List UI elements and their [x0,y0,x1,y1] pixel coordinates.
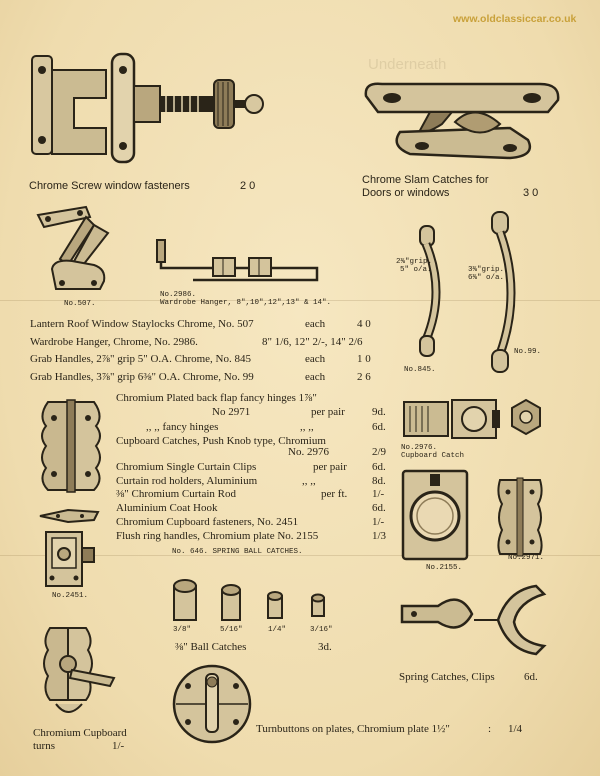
cupboard-fasteners-label: Chromium Cupboard fasteners, No. 2451 [116,516,299,528]
curtain-clips-label: Chromium Single Curtain Clips [116,461,257,473]
handle-845-oa: 5" o/a. [400,266,432,274]
cupboard-catches-price: 2/9 [372,446,387,458]
grab-845-price: 1 0 [357,353,371,365]
ball-size-4: 3/16" [310,626,333,634]
grab-99-unit: each [305,371,326,383]
hinges-unit: per pair [311,406,345,418]
ball-catches-label: ⅜" Ball Catches [175,641,247,653]
flush-ring-illustration [400,468,470,562]
window-fasteners-price: 2 0 [240,180,256,192]
cupboard-turns-line2: turns [33,740,55,752]
hinges-ditto: ,, ,, [300,421,314,433]
staylock-caption: No.507. [64,300,96,308]
curtain-rod-holders-label: Curtain rod holders, Aluminium [116,475,258,487]
curtain-rod-unit: per ft. [321,488,348,500]
fastener-caption: No.2451. [52,592,89,600]
flush-caption: No.2155. [426,564,463,572]
cupboard-turns-illustration [38,620,118,724]
wardrobe-hanger-illustration [153,236,325,288]
ball-size-2: 5/16" [220,626,243,634]
grab-99-price: 2 6 [357,371,371,383]
grab-845-unit: each [305,353,326,365]
ball-catches-illustration [168,574,338,624]
spring-clips-price: 6d. [524,671,538,683]
coat-hook-illustration [38,506,100,526]
staylock-illustration [34,203,126,298]
cupboard-turns-line1: Chromium Cupboard [33,727,127,739]
hinge-2971-illustration [496,474,544,560]
hinges-line3: ,, ,, fancy hinges [146,421,219,433]
cupboard-catch-name: Cupboard Catch [401,452,465,460]
ghost-text: Underneath [368,56,447,73]
slam-catch-illustration [360,72,565,177]
ball-size-1: 3/8" [173,626,192,634]
grab-handle-845-illustration [412,222,446,362]
grab-99-label: Grab Handles, 3⅞" grip 6⅜" O.A. Chrome, No. 99 [30,371,254,383]
cupboard-turns-price: 1/- [112,740,125,752]
curtain-clips-price: 6d. [372,461,386,473]
lantern-label: Lantern Roof Window Staylocks Chrome, No. 507 [30,318,254,330]
slam-catches-price: 3 0 [523,187,539,199]
handle-99-number: No.99. [514,348,542,356]
curtain-rod-price: 1/- [372,488,385,500]
coat-hook-price: 6d. [372,502,386,514]
hinges-price: 9d. [372,406,386,418]
spring-ball-heading: No. 646. SPRING BALL CATCHES. [172,548,303,556]
window-fastener-illustration [28,48,268,173]
cupboard-fastener-illustration [42,528,98,590]
cupboard-catches-line2: No. 2976 [288,446,329,458]
slam-catches-label-2: Doors or windows [362,187,450,199]
ball-size-3: 1/4" [268,626,287,634]
window-fasteners-label: Chrome Screw window fasteners [29,180,190,192]
flush-ring-price: 1/3 [372,530,387,542]
hanger-caption-desc: Wardrobe Hanger, 8",10",12",13" & 14". [160,299,332,307]
cupboard-catch-illustration [400,392,550,448]
curtain-rod-holders-ditto: ,, ,, [302,475,316,487]
flush-ring-label: Flush ring handles, Chromium plate No. 2155 [116,530,319,542]
spring-clips-illustration [398,580,548,658]
turnbutton-illustration [170,662,255,747]
handle-845-grip: 2⅜"grip. [396,258,433,266]
slam-catches-label-1: Chrome Slam Catches for [362,174,489,186]
turnbuttons-price: 1/4 [508,723,523,735]
wardrobe-label: Wardrobe Hanger, Chrome, No. 2986. [30,336,198,348]
lantern-price: 4 0 [357,318,371,330]
watermark: www.oldclassiccar.co.uk [453,13,577,25]
handle-99-grip: 3⅜"grip. [468,266,505,274]
grab-845-label: Grab Handles, 2⅞" grip 5" O.A. Chrome, No. 845 [30,353,252,365]
spring-clips-label: Spring Catches, Clips [399,671,495,683]
handle-99-oa: 6⅜" o/a. [468,274,505,282]
coat-hook-label: Aluminium Coat Hook [116,502,218,514]
cupboard-fasteners-price: 1/- [372,516,385,528]
fancy-hinge-illustration [38,396,104,496]
wardrobe-sizes: 8" 1/6, 12" 2/-, 14" 2/6 [262,336,363,348]
lantern-unit: each [305,318,326,330]
cupboard-catch-number: No.2976. [401,444,438,452]
hinge-caption: No.2971. [508,554,545,562]
turnbuttons-ditto: : [488,723,492,735]
curtain-rod-label: ⅜" Chromium Curtain Rod [116,488,236,500]
cupboard-catches-line1: Cupboard Catches, Push Knob type, Chromium [116,435,326,447]
hinges-line2: No 2971 [212,406,251,418]
turnbuttons-label: Turnbuttons on plates, Chromium plate 1½" [256,723,450,735]
ball-catches-price: 3d. [318,641,332,653]
curtain-rod-holders-price: 8d. [372,475,386,487]
hanger-caption-number: No.2986. [160,291,197,299]
hinges-price-3: 6d. [372,421,386,433]
handle-845-number: No.845. [404,366,436,374]
curtain-clips-unit: per pair [313,461,347,473]
hinges-line1: Chromium Plated back flap fancy hinges 1⅞" [116,392,317,404]
